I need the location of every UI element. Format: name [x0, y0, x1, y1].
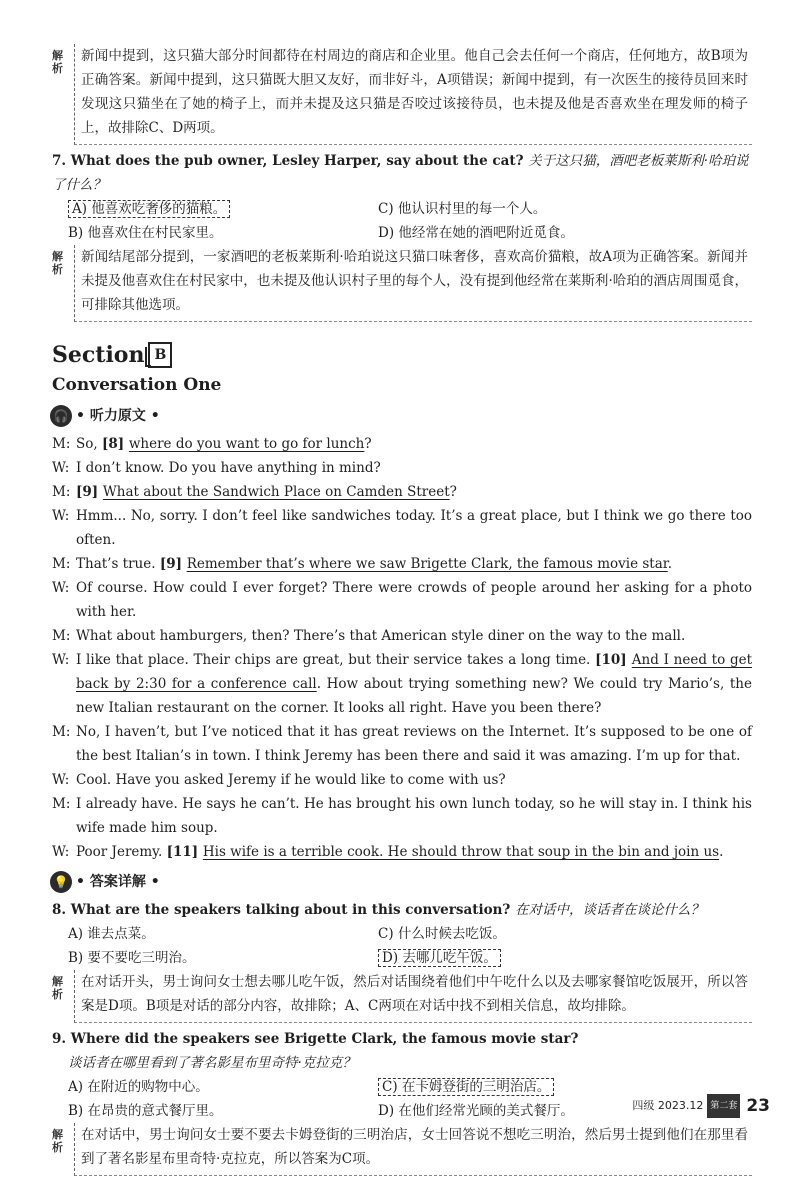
utterance — [76, 480, 752, 504]
question-text-cn: 关于这只猫，酒吧老板莱斯利·哈珀说了什么？ — [52, 153, 749, 193]
explanation-text: 在对话中，男士询问女士要不要去卡姆登街的三明治店，女士回答说不想吃三明治，然后男士提到他们在那里看到了著名影星布里奇特·克拉克，所以答案为C项。 — [74, 1123, 752, 1176]
question-text-en: What does the pub owner, Lesley Harper, say about the cat? — [70, 153, 524, 169]
speaker-label: W: — [52, 772, 70, 788]
explanation-tag-char: 析 — [52, 263, 63, 276]
key-sentence: What about the Sandwich Place on Camden Street — [102, 484, 450, 500]
speaker-label: W: — [52, 580, 70, 596]
utterance-text: Of course. How could I ever forget? There were crowds of people around her asking for a photo with her. — [76, 580, 752, 620]
utterance — [76, 792, 752, 840]
question-marker: [11] — [166, 844, 203, 860]
dialogue-line — [52, 504, 752, 552]
correct-answer-box: C) 在卡姆登街的三明治店。 — [378, 1078, 554, 1096]
utterance-text: Hmm... No, sorry. I don’t feel like sandwiches today. It’s a great place, but I think we go there too often. — [76, 508, 752, 548]
key-sentence: And I need to get back by 2:30 for a conference call — [76, 652, 753, 692]
question-number: 9. — [52, 1031, 67, 1047]
option-b: B) 在昂贵的意式餐厅里。 — [68, 1103, 223, 1119]
question-text-cn: 在对话中，谈话者在谈论什么？ — [515, 902, 705, 918]
utterance-text: Cool. Have you asked Jeremy if he would like to come with us? — [76, 772, 506, 788]
utterance-text: I already have. He says he can’t. He has brought his own lunch today, so he will stay in. I think his wife made him soup. — [76, 796, 752, 836]
dialogue-line — [52, 648, 752, 720]
dialogue-line — [52, 552, 752, 576]
utterance — [76, 648, 752, 720]
utterance-text: . — [719, 844, 724, 860]
key-sentence: His wife is a terrible cook. He should throw that soup in the bin and join us — [202, 844, 720, 860]
option-b: B) 他喜欢住在村民家里。 — [68, 225, 223, 241]
option-b: B) 要不要吃三明治。 — [68, 950, 196, 966]
dialogue-line — [52, 792, 752, 840]
conversation-title: Conversation One — [52, 375, 222, 395]
dialogue-line — [52, 456, 752, 480]
utterance-text: That’s true. — [76, 556, 160, 572]
question-text-cn: 谈话者在哪里看到了著名影星布里奇特·克拉克？ — [68, 1055, 356, 1071]
speaker-label: M: — [52, 724, 71, 740]
explanation-tag — [52, 245, 74, 322]
speaker-label: W: — [52, 508, 70, 524]
utterance — [76, 840, 752, 864]
utterance-text: ? — [449, 484, 457, 500]
utterance-text: I don’t know. Do you have anything in mind? — [76, 460, 381, 476]
utterance — [76, 768, 752, 792]
question-8 — [52, 898, 752, 922]
question-number: 7. — [52, 153, 67, 169]
question-text-en: What are the speakers talking about in this conversation? — [70, 902, 511, 918]
explanation-block — [52, 1123, 752, 1176]
utterance — [76, 504, 752, 552]
utterance — [76, 720, 752, 768]
page — [52, 44, 752, 1178]
question-text-en: Where did the speakers see Brigette Clark, the famous movie star? — [70, 1031, 579, 1047]
utterance — [76, 552, 752, 576]
option-d — [378, 946, 718, 970]
option-a: A) 谁去点菜。 — [68, 926, 155, 942]
utterance — [76, 456, 752, 480]
key-sentence: Remember that’s where we saw Brigette Clark, the famous movie star — [186, 556, 668, 572]
explanation-text: 新闻中提到，这只猫大部分时间都待在村周边的商店和企业里。他自己会去任何一个商店，任何地方，故B项为正确答案。新闻中提到，这只猫既大胆又友好，而非好斗，A项错误；新闻中提到，有一次医生的接待员回来时发现这只猫坐在了她的椅子上，而并未提及这只猫是否咬过该接待员，也未提及他是否喜欢坐在理发师的椅子上，故排除C、D两项。 — [74, 44, 752, 145]
question-marker: [8] — [101, 436, 129, 452]
dialogue-line — [52, 720, 752, 768]
explanation-tag — [52, 44, 74, 145]
issue-label: 四级 2023.12 — [632, 1099, 704, 1112]
question-marker: [9] — [159, 556, 187, 572]
utterance — [76, 432, 752, 456]
speaker-label: W: — [52, 460, 70, 476]
answer-detail-label: • 答案详解 • — [76, 874, 160, 890]
dialogue-line — [52, 624, 752, 648]
section-heading — [52, 340, 752, 370]
explanation-tag-char: 解 — [52, 1128, 63, 1141]
question-7 — [52, 149, 752, 197]
options-7 — [52, 197, 752, 245]
dialogue-line — [52, 432, 752, 456]
question-marker: [9] — [76, 484, 103, 500]
utterance-text: What about hamburgers, then? There’s that American style diner on the way to the mall. — [76, 628, 686, 644]
listening-transcript-header — [50, 404, 752, 428]
key-sentence: where do you want to go for lunch — [128, 436, 365, 452]
utterance-text: No, I haven’t, but I’ve noticed that it has great reviews on the Internet. It’s supposed to be one of the best Italian’s in town. I think Jeremy has been there and said it was amazing. I’m up for that. — [76, 724, 752, 764]
page-footer — [632, 1094, 770, 1118]
speaker-label: W: — [52, 844, 70, 860]
utterance-text: I like that place. Their chips are great, but their service takes a long time. — [76, 652, 596, 668]
explanation-block — [52, 970, 752, 1023]
utterance-text: ? — [364, 436, 372, 452]
option-c: C) 什么时候去吃饭。 — [378, 926, 506, 942]
speaker-label: M: — [52, 628, 71, 644]
utterance-text: . How about trying something new? We could try Mario’s, the new Italian restaurant on the corner. It looks all right. Have you been there? — [76, 676, 752, 716]
section-letter-badge: B — [148, 342, 172, 368]
speaker-label: W: — [52, 652, 70, 668]
explanation-block — [52, 245, 752, 322]
explanation-tag — [52, 1123, 74, 1176]
explanation-block — [52, 44, 752, 145]
explanation-tag-char: 解 — [52, 49, 63, 62]
answer-detail-header — [50, 870, 752, 894]
dialogue-line — [52, 576, 752, 624]
option-d: D) 他经常在她的酒吧附近觅食。 — [378, 225, 574, 241]
explanation-tag-char: 析 — [52, 1141, 63, 1154]
correct-answer-box: A) 他喜欢吃奢侈的猫粮。 — [68, 200, 230, 218]
explanation-text: 新闻结尾部分提到，一家酒吧的老板莱斯利·哈珀说这只猫口味奢侈，喜欢高价猫粮，故A项为正确答案。新闻并未提及他喜欢住在村民家中，也未提及他认识村子里的每个人，没有提到他经常在莱斯利·哈珀的酒店周围觅食，可排除其他选项。 — [74, 245, 752, 322]
options-8 — [52, 922, 752, 970]
explanation-tag-char: 解 — [52, 975, 63, 988]
explanation-tag-char: 解 — [52, 250, 63, 263]
speaker-label: M: — [52, 436, 71, 452]
headphones-icon: 🎧 — [50, 405, 72, 427]
option-a — [68, 197, 378, 221]
speaker-label: M: — [52, 556, 71, 572]
set-badge: 第二套 — [707, 1094, 740, 1118]
explanation-text: 在对话开头，男士询问女士想去哪儿吃午饭，然后对话围绕着他们中午吃什么以及去哪家餐馆吃饭展开，所以答案是D项。B项是对话的部分内容，故排除；A、C两项在对话中找不到相关信息，故均排除。 — [74, 970, 752, 1023]
page-number: 23 — [746, 1096, 770, 1116]
correct-answer-box: D) 去哪儿吃午饭。 — [378, 949, 501, 967]
dialogue-transcript — [52, 432, 752, 864]
option-a: A) 在附近的购物中心。 — [68, 1079, 209, 1095]
explanation-tag — [52, 970, 74, 1023]
speaker-label: M: — [52, 484, 71, 500]
option-c: C) 他认识村里的每一个人。 — [378, 201, 547, 217]
utterance-text: So, — [76, 436, 102, 452]
listening-transcript-label: • 听力原文 • — [76, 408, 160, 424]
speaker-label: M: — [52, 796, 71, 812]
dialogue-line — [52, 840, 752, 864]
section-title: Section — [52, 342, 145, 368]
dialogue-line — [52, 480, 752, 504]
question-number: 8. — [52, 902, 67, 918]
lightbulb-icon: 💡 — [50, 871, 72, 893]
utterance-text: Poor Jeremy. — [76, 844, 167, 860]
explanation-tag-char: 析 — [52, 988, 63, 1001]
utterance — [76, 624, 752, 648]
dialogue-line — [52, 768, 752, 792]
question-9-cn — [52, 1051, 752, 1075]
explanation-tag-char: 析 — [52, 62, 63, 75]
utterance — [76, 576, 752, 624]
utterance-text: . — [667, 556, 673, 572]
option-d: D) 在他们经常光顾的美式餐厅。 — [378, 1103, 574, 1119]
question-marker: [10] — [595, 652, 632, 668]
question-9 — [52, 1027, 752, 1051]
